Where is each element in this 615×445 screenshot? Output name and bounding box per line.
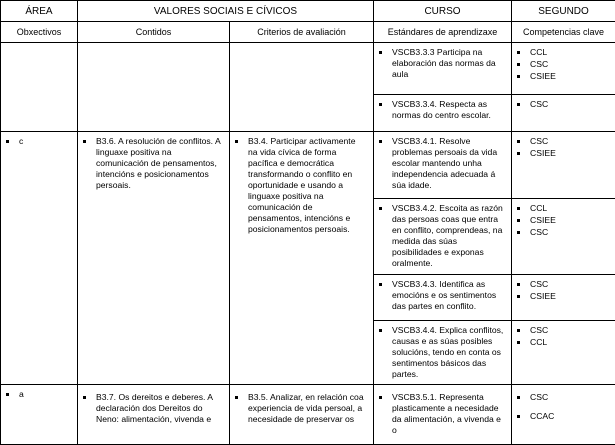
standard-text: VSCB3.3.3 Participa na elaboración das normas da aula bbox=[379, 47, 505, 80]
competences-cell bbox=[512, 275, 615, 321]
standard-cell bbox=[374, 275, 512, 321]
contents-column-header: Contidos bbox=[78, 22, 230, 43]
competence-item: CSC bbox=[517, 99, 609, 110]
column-header-row bbox=[1, 22, 615, 43]
table-row bbox=[1, 132, 615, 199]
competence-item: CSIEE bbox=[517, 71, 609, 82]
content-text: B3.6. A resolución de conflitos. A linguaxe positiva na comunicación de pensamentos, intencións e posicionamentos persoais. bbox=[83, 136, 223, 191]
competence-item: CCL bbox=[517, 337, 609, 348]
course-value: SEGUNDO bbox=[512, 1, 615, 22]
objective-cell bbox=[1, 385, 78, 445]
objectives-column-header: Obxectivos bbox=[1, 22, 78, 43]
competence-item: CSC bbox=[517, 136, 609, 147]
competences-cell bbox=[512, 95, 615, 132]
competence-item: CSC bbox=[517, 59, 609, 70]
competences-cell bbox=[512, 321, 615, 385]
subject-title: VALORES SOCIAIS E CÍVICOS bbox=[78, 1, 374, 22]
content-cell bbox=[78, 43, 230, 132]
course-label: CURSO bbox=[374, 1, 512, 22]
criterion-text: B3.4. Participar activamente na vida cívica de forma pacífica e democrática transformando o conflito en oportunidade e usando a linguaxe positiva na comunicación de pensamentos, intencións e posicionamentos persoais. bbox=[235, 136, 367, 235]
objective-text: c bbox=[6, 136, 71, 147]
competences-cell bbox=[512, 132, 615, 199]
competence-item: CSC bbox=[517, 392, 609, 403]
standard-text: VSCB3.5.1. Representa plasticamente a necesidade da alimentación, a vivenda e o bbox=[379, 392, 505, 436]
standards-column-header: Estándares de aprendizaxe bbox=[374, 22, 512, 43]
competences-cell bbox=[512, 199, 615, 275]
criterion-text: B3.5. Analizar, en relación coa experiencia de vida persoal, a necesidade de preservar os bbox=[235, 392, 367, 425]
competence-item: CCL bbox=[517, 47, 609, 58]
competence-item: CSIEE bbox=[517, 148, 609, 159]
standard-text: VSCB3.4.1. Resolve problemas persoais da vida escolar mantendo unha independencia adecuada á súa idade. bbox=[379, 136, 505, 191]
content-cell bbox=[78, 132, 230, 385]
standard-cell bbox=[374, 43, 512, 95]
competence-item: CCL bbox=[517, 203, 609, 214]
criteria-column-header: Criterios de avaliación bbox=[230, 22, 374, 43]
standard-text: VSCB3.3.4. Respecta as normas do centro escolar. bbox=[379, 99, 505, 121]
competence-item: CSIEE bbox=[517, 291, 609, 302]
header-row bbox=[1, 1, 615, 22]
competence-item: CSC bbox=[517, 279, 609, 290]
objective-cell bbox=[1, 132, 78, 385]
competence-item: CSIEE bbox=[517, 215, 609, 226]
criterion-cell bbox=[230, 43, 374, 132]
criterion-cell bbox=[230, 132, 374, 385]
content-cell bbox=[78, 385, 230, 445]
objective-cell bbox=[1, 43, 78, 132]
standard-cell bbox=[374, 199, 512, 275]
competences-column-header: Competencias clave bbox=[512, 22, 615, 43]
standard-cell bbox=[374, 385, 512, 445]
content-text: B3.7. Os dereitos e deberes. A declaración dos Dereitos do Neno: alimentación, vivenda e bbox=[83, 392, 223, 425]
area-header: ÁREA bbox=[1, 1, 78, 22]
standard-cell bbox=[374, 321, 512, 385]
table-row bbox=[1, 385, 615, 445]
standard-text: VSCB3.4.2. Escoita as razón das persoas coas que entra en conflito, comprendeas, na medida das súas posibilidades e exponas oralmente. bbox=[379, 203, 505, 269]
criterion-cell bbox=[230, 385, 374, 445]
standard-cell bbox=[374, 95, 512, 132]
competences-cell bbox=[512, 43, 615, 95]
standard-text: VSCB3.4.3. Identifica as emocións e os sentimentos das partes en conflito. bbox=[379, 279, 505, 312]
competence-item: CCAC bbox=[517, 411, 609, 422]
standard-cell bbox=[374, 132, 512, 199]
standard-text: VSCB3.4.4. Explica conflitos, causas e as súas posibles solucións, tendo en conta os sentimentos básicos das partes. bbox=[379, 325, 505, 380]
competences-cell bbox=[512, 385, 615, 445]
competence-item: CSC bbox=[517, 227, 609, 238]
table-row bbox=[1, 43, 615, 95]
objective-text: a bbox=[6, 389, 71, 400]
competence-item: CSC bbox=[517, 325, 609, 336]
